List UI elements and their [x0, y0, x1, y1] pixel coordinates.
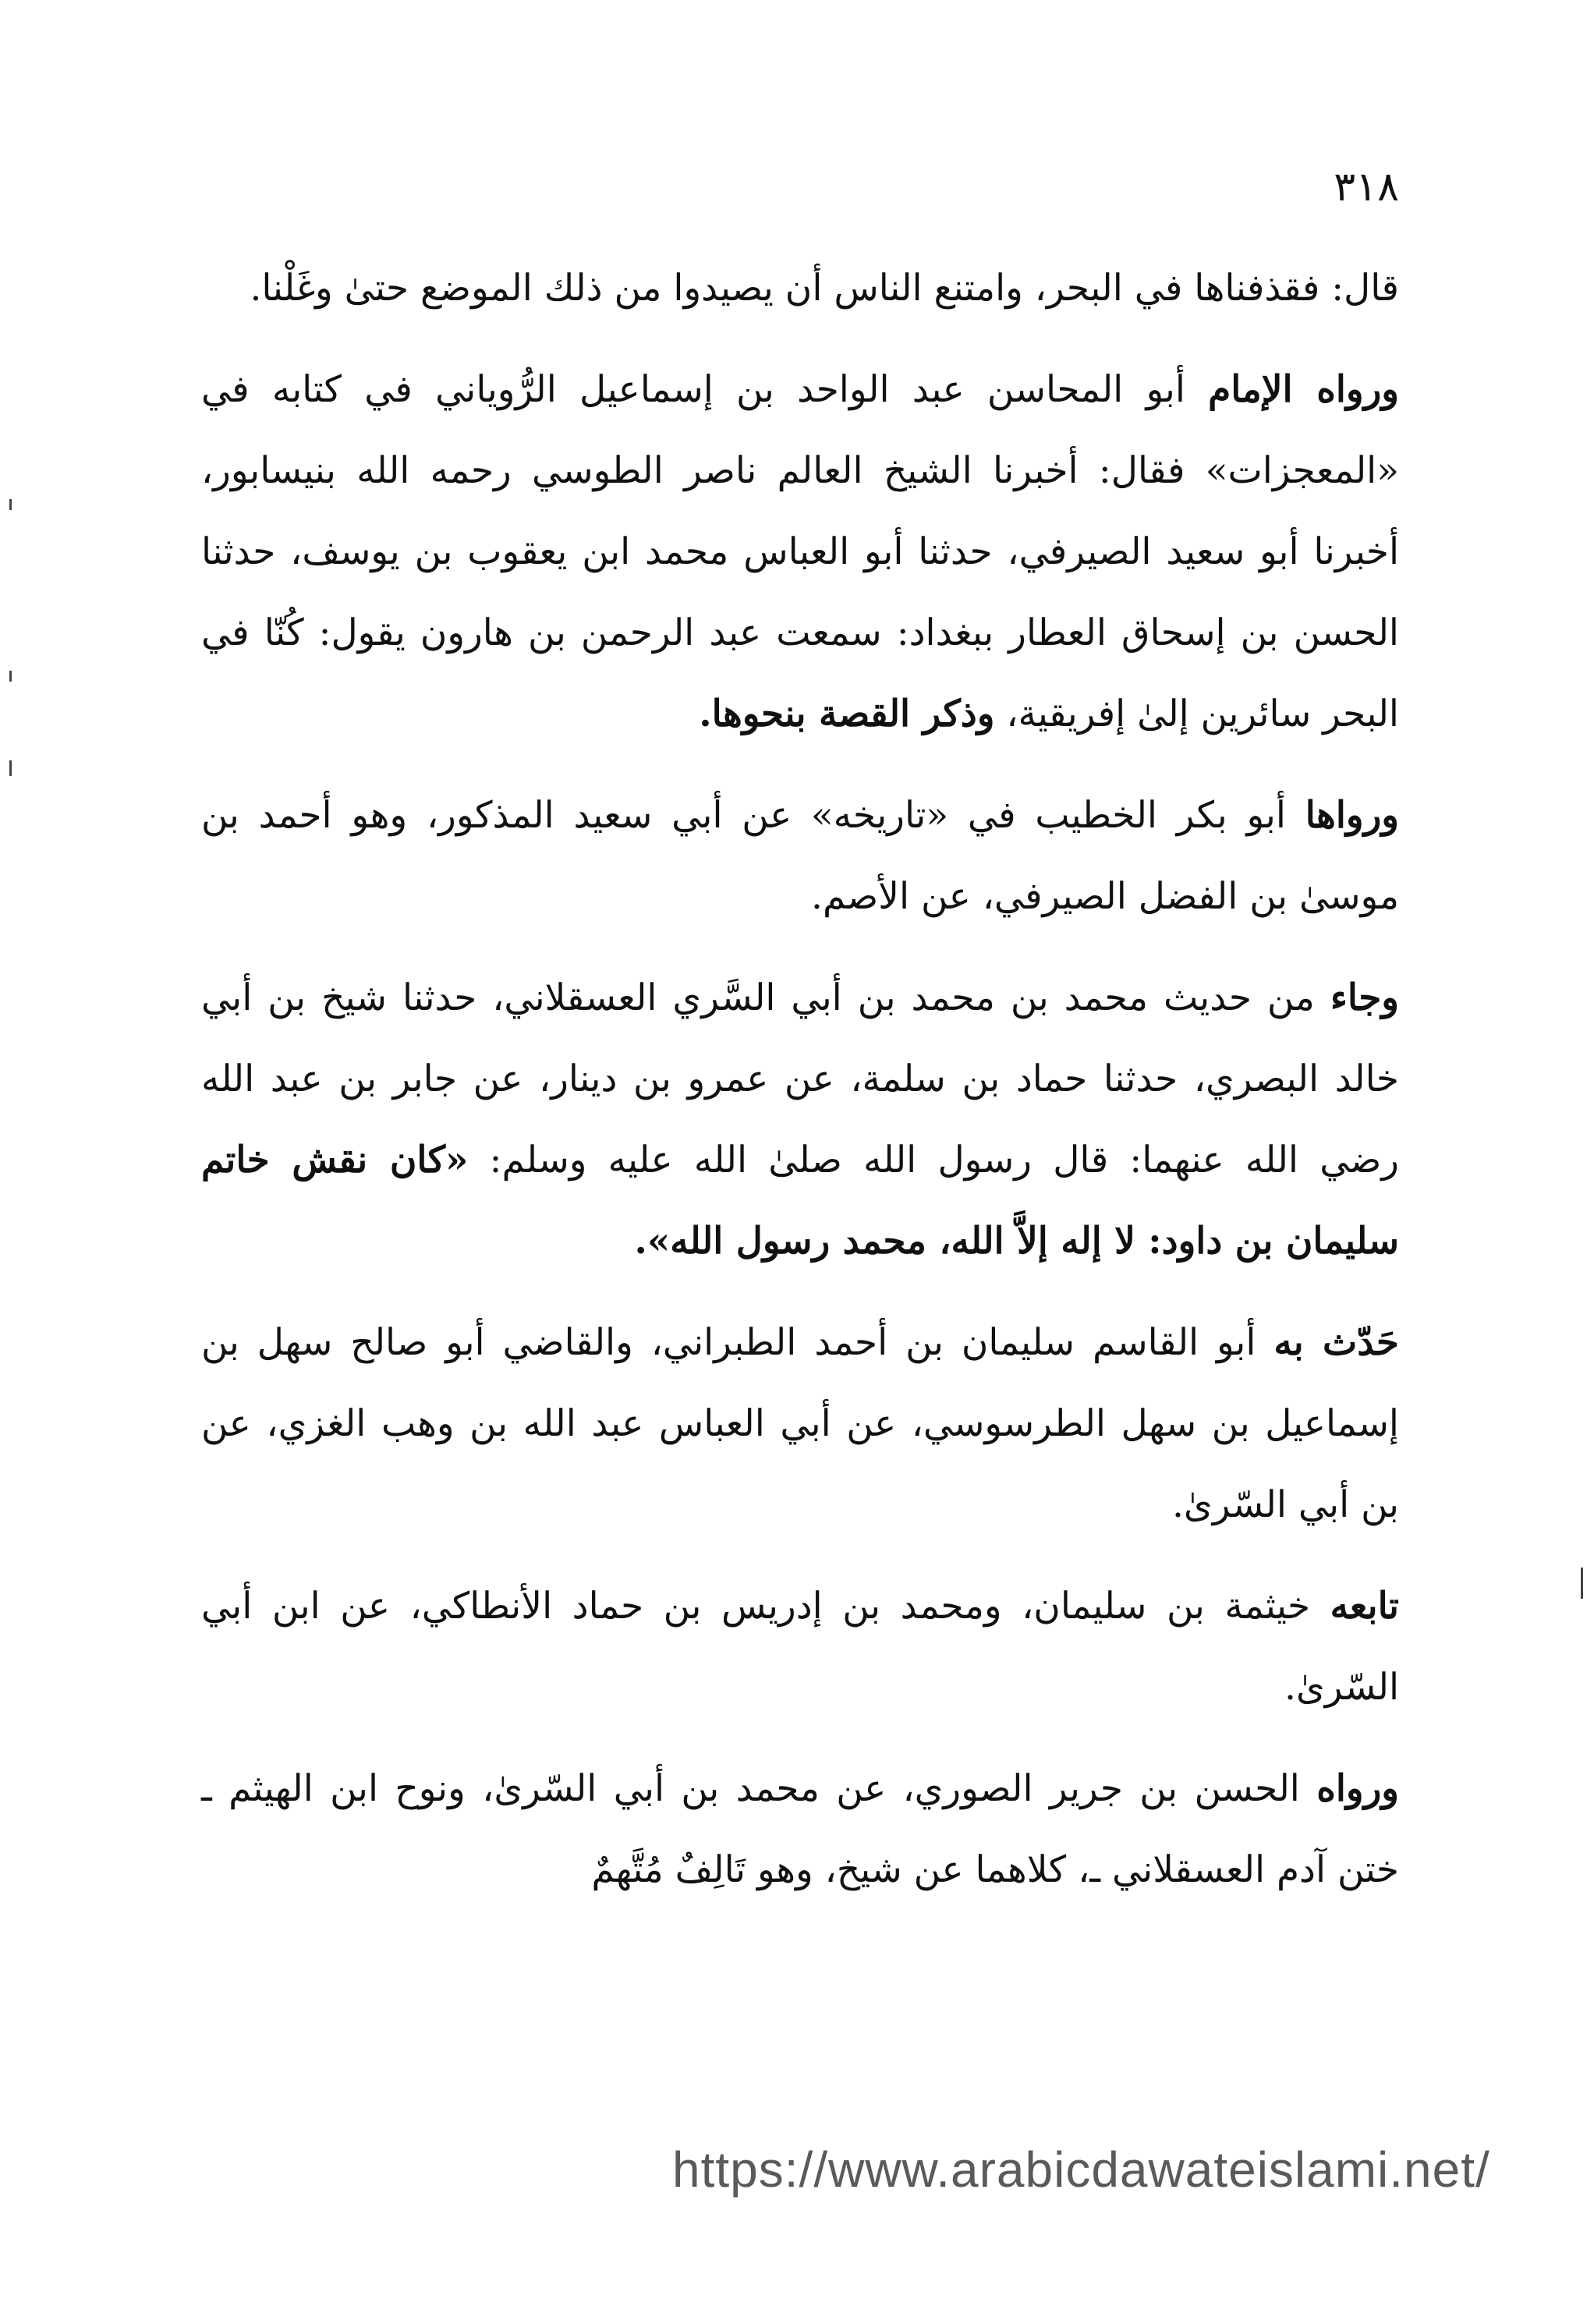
paragraph-lead: وجاء	[1330, 976, 1399, 1019]
scan-mark	[1581, 1568, 1583, 1599]
paragraph-lead: تابعه	[1330, 1585, 1399, 1628]
paragraph-1	[201, 248, 1399, 329]
paragraph-bold-tail: «كان نقش خاتم سليمان بن داود: لا إله إلاَّ الله، محمد رسول الله».	[201, 1139, 1399, 1263]
paragraph-4	[201, 958, 1399, 1282]
paragraph-5	[201, 1302, 1399, 1546]
paragraph-lead: ورواها	[1305, 794, 1399, 837]
paragraph-lead: حَدّث به	[1273, 1321, 1399, 1364]
paragraph-7	[201, 1748, 1399, 1911]
page-number: ٣١٨	[1334, 164, 1399, 211]
watermark-url[interactable]: https://www.arabicdawateislami.net/	[672, 2142, 1490, 2198]
paragraph-lead: ورواه	[1316, 1767, 1399, 1810]
scan-mark	[9, 499, 12, 510]
paragraph-2	[201, 349, 1399, 755]
paragraph-lead: ورواه الإمام	[1208, 368, 1400, 411]
scan-mark	[9, 671, 12, 682]
paragraph-text: أبو القاسم سليمان بن أحمد الطبراني، والقاضي أبو صالح سهل بن إسماعيل بن سهل الطرسوسي، عن أبي العباس عبد الله بن وهب الغزي، عن بن أبي السّرىٰ.	[201, 1321, 1399, 1526]
paragraph-text: خيثمة بن سليمان، ومحمد بن إدريس بن حماد الأنطاكي، عن ابن أبي السّرىٰ.	[201, 1585, 1399, 1709]
paragraph-6	[201, 1566, 1399, 1728]
paragraph-text: قال: فقذفناها في البحر، وامتنع الناس أن يصيدوا من ذلك الموضع حتىٰ وغَلْنا.	[250, 267, 1399, 310]
scan-mark	[9, 760, 12, 776]
paragraph-text: الحسن بن جرير الصوري، عن محمد بن أبي السّرىٰ، ونوح ابن الهيثم ـ ختن آدم العسقلاني ـ، كلاهما عن شيخ، وهو تَالِفٌ مُتَّهمٌ	[201, 1767, 1399, 1891]
paragraph-3	[201, 775, 1399, 937]
paragraph-bold-tail: وذكر القصة بنحوها.	[699, 693, 995, 735]
paragraph-text: أبو بكر الخطيب في «تاريخه» عن أبي سعيد المذكور، وهو أحمد بن موسىٰ بن الفضل الصيرفي، عن الأصم.	[201, 794, 1399, 918]
paragraph-text: من حديث محمد بن محمد بن أبي السَّري العسقلاني، حدثنا شيخ بن أبي خالد البصري، حدثنا حماد بن سلمة، عن عمرو بن دينار، عن جابر بن عبد الله رضي الله عنهما: قال رسول الله صلىٰ الله عليه وسلم:	[201, 976, 1399, 1181]
body-text	[201, 248, 1399, 1931]
paragraph-text: أبو المحاسن عبد الواحد بن إسماعيل الرُّوياني في كتابه في «المعجزات» فقال: أخبرنا الشيخ العالم ناصر الطوسي رحمه الله بنيسابور، أخبرنا أبو سعيد الصيرفي، حدثنا أبو العباس محمد ابن يعقوب بن يوسف، حدثنا الحسن بن إسحاق العطار ببغداد: سمعت عبد الرحمن بن هارون يقول: كُنّا في البحر سائرين إلىٰ إفريقية،	[201, 368, 1399, 735]
